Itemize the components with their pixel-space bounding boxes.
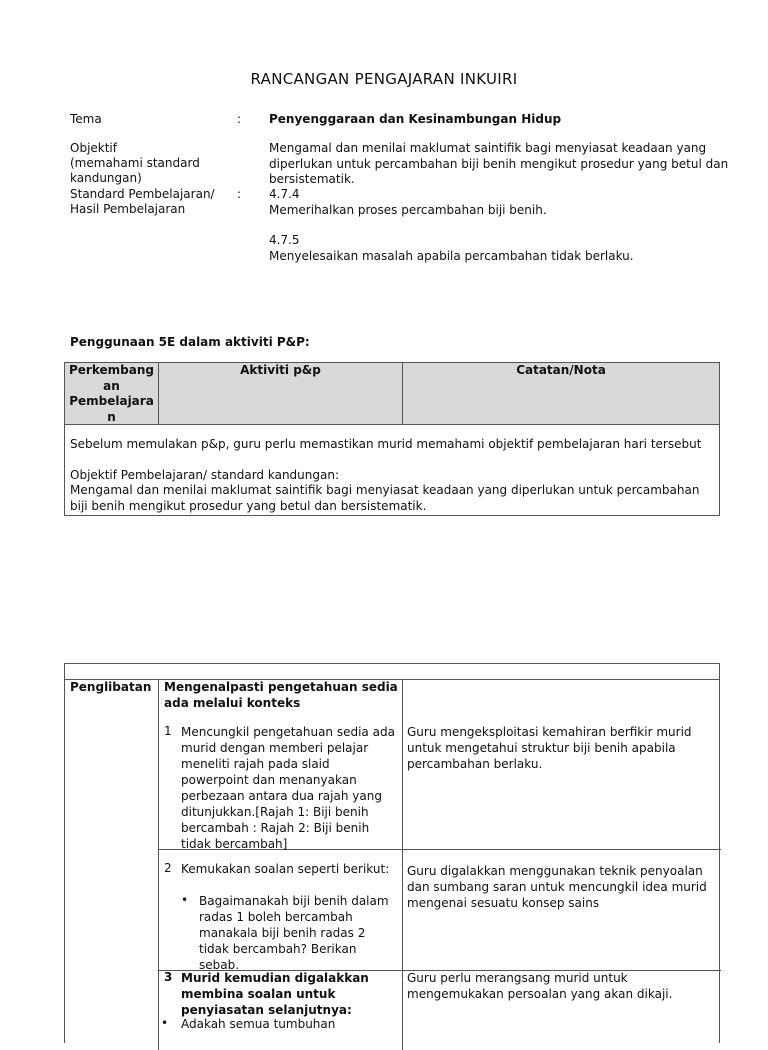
standard-1 xyxy=(269,187,729,218)
standard-2 xyxy=(269,233,729,264)
standard-2-code: 4.7.5 xyxy=(269,233,300,247)
objective-text: Mengamal dan menilai maklumat saintifik bagi menyiasat keadaan yang diperlukan untuk percambahan biji benih mengikut prosedur yang betul dan bersistematik. xyxy=(70,483,700,513)
step-2-text: Kemukakan soalan seperti berikut: xyxy=(181,862,390,876)
step-3-number: 3 xyxy=(164,970,173,984)
table-5e-header xyxy=(64,362,720,516)
step-3-text: Murid kemudian digalakkan membina soalan untuk penyiasatan selanjutnya: xyxy=(181,971,369,1017)
objektif-value: Mengamal dan menilai maklumat saintifik bagi menyiasat keadaan yang diperlukan untuk percambahan biji benih mengikut prosedur yang betul dan bersistematik. xyxy=(269,141,729,186)
tema-colon: : xyxy=(237,112,242,126)
bullet-dot: • xyxy=(181,893,189,907)
tema-label: Tema xyxy=(70,112,102,126)
objective-label: Objektif Pembelajaran/ standard kandungan: xyxy=(70,467,339,482)
section-heading: Penggunaan 5E dalam aktiviti P&P: xyxy=(70,335,310,349)
table-top-row xyxy=(65,664,719,680)
step-1-note: Guru mengeksploitasi kemahiran berfikir murid untuk mengetahui struktur biji benih apabila percambahan berlaku. xyxy=(407,725,692,771)
phase-heading: Mengenalpasti pengetahuan sedia ada melalui konteks xyxy=(164,680,398,710)
objektif-label: Objektif (memahami standard kandungan) xyxy=(70,141,200,185)
standard-1-text: Memerihalkan proses percambahan biji benih. xyxy=(269,202,547,217)
tema-value: Penyenggaraan dan Kesinambungan Hidup xyxy=(269,112,562,126)
header-perkembangan: Perkembang an Pembelajara n xyxy=(65,363,159,424)
table-penglibatan xyxy=(64,663,720,1043)
standard-2-text: Menyelesaikan masalah apabila percambahan tidak berlaku. xyxy=(269,248,634,263)
table-intro-cell xyxy=(70,437,715,514)
step-3-bullet: Adakah semua tumbuhan xyxy=(181,1017,336,1031)
step-2-bullet: Bagaimanakah biji benih dalam radas 1 boleh bercambah manakala biji benih radas 2 tidak bercambah? Berikan sebab. xyxy=(199,894,389,972)
standard-1-code: 4.7.4 xyxy=(269,187,300,201)
intro-text: Sebelum memulakan p&p, guru perlu memastikan murid memahami objektif pembelajaran hari tersebut xyxy=(70,437,702,451)
step-3-note: Guru perlu merangsang murid untuk mengemukakan persoalan yang akan dikaji. xyxy=(407,971,673,1001)
phase-label: Penglibatan xyxy=(70,680,152,694)
step-1-text: Mencungkil pengetahuan sedia ada murid dengan memberi pelajar meneliti rajah pada slaid powerpoint dan menanyakan perbezaan antara dua rajah yang ditunjukkan.[Rajah 1: Biji benih bercambah : Rajah 2: Biji benih tidak bercambah] xyxy=(181,725,395,851)
header-aktiviti: Aktiviti p&p xyxy=(159,363,403,424)
step-2-number: 2 xyxy=(164,861,172,875)
standard-colon: : xyxy=(237,187,242,201)
step-2-note: Guru digalakkan menggunakan teknik penyoalan dan sumbang saran untuk mencungkil idea murid mengenai sesuatu konsep sains xyxy=(407,864,707,910)
standard-label: Standard Pembelajaran/ Hasil Pembelajaran xyxy=(70,187,215,216)
header-catatan: Catatan/Nota xyxy=(516,363,606,377)
step-1-number: 1 xyxy=(164,724,172,738)
bullet-dot: • xyxy=(161,1016,169,1030)
table-header-row xyxy=(65,363,719,425)
page-title: RANCANGAN PENGAJARAN INKUIRI xyxy=(250,70,518,88)
